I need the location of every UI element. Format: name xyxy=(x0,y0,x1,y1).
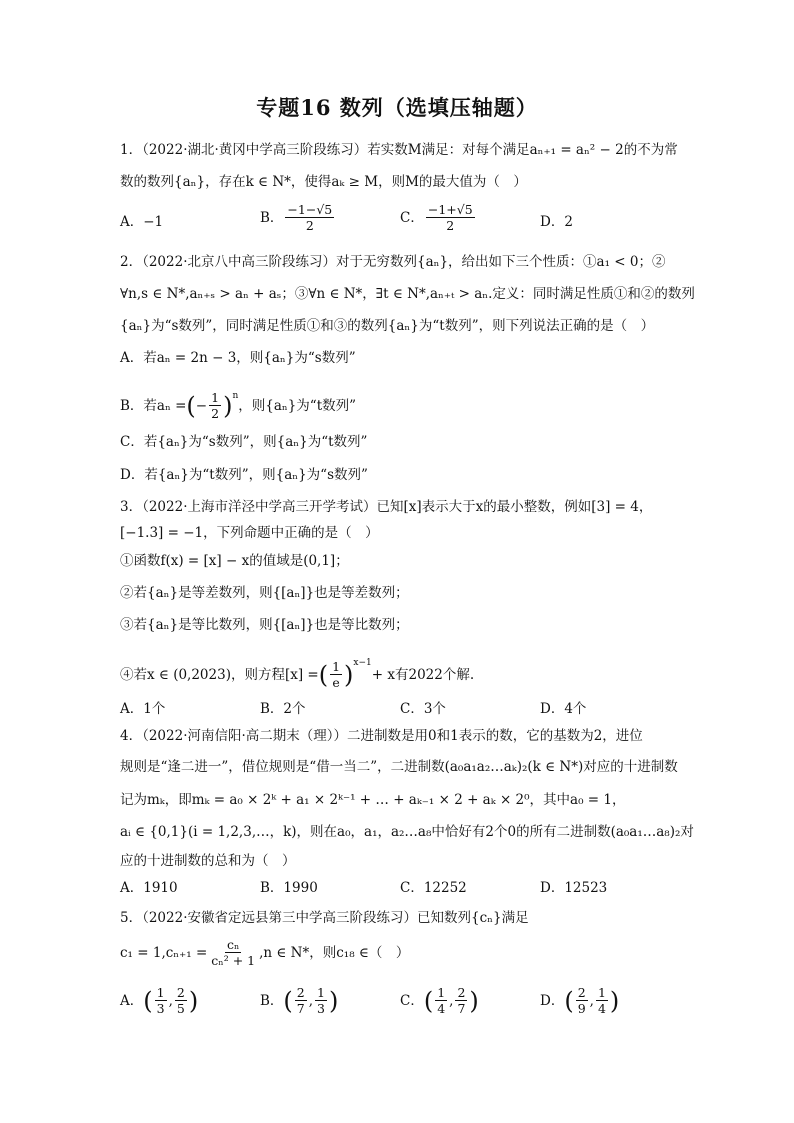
q5-line1: 5．（2022·安徽省定远县第三中学高三阶段练习）已知数列{cₙ}满足 xyxy=(120,910,529,926)
half-fraction xyxy=(209,390,221,421)
q2-option-b-suffix: ，则{aₙ}为“t数列” xyxy=(238,397,357,414)
minus-sign: − xyxy=(195,397,208,414)
q1-line2: 数的数列{aₙ}，存在k ∈ N*，使得aₖ ≥ M，则M的最大值为（ ） xyxy=(120,174,527,190)
denominator: 4 xyxy=(597,1001,606,1016)
q2-option-b[interactable] xyxy=(120,381,690,423)
q2-option-a[interactable]: A．若aₙ = 2n − 3，则{aₙ}为“s数列” xyxy=(120,350,356,366)
q1-option-b[interactable] xyxy=(260,202,336,233)
denominator: 3 xyxy=(317,1001,325,1016)
left-paren: ( xyxy=(318,660,329,689)
numerator: 1 xyxy=(332,659,341,674)
q4-option-c[interactable]: C．12252 xyxy=(400,880,467,896)
q1-option-c-fraction xyxy=(426,202,475,233)
right-paren: ) xyxy=(188,986,199,1015)
q4-line5: 应的十进制数的总和为（ ） xyxy=(120,853,296,869)
denominator: 7 xyxy=(457,1001,466,1016)
q4-line3: 记为mₖ，即mₖ = a₀ × 2ᵏ + a₁ × 2ᵏ⁻¹ + … + aₖ₋₁ × 2 + aₖ × 2⁰，其中a₀ = 1， xyxy=(120,792,626,808)
q3-option-b[interactable]: B．2个 xyxy=(260,701,306,717)
denominator: 7 xyxy=(296,1001,305,1016)
fraction xyxy=(455,985,467,1016)
fraction xyxy=(175,985,187,1016)
q4-line2: 规则是“逢二进一”，借位规则是“借一当二”，二进制数(a₀a₁a₂…aₖ)₂(k ∈ N*)对应的十进制数 xyxy=(120,759,678,775)
right-paren: ) xyxy=(344,660,354,689)
q5-line2-suffix: ,n ∈ N*，则c₁₈ ∈（ ） xyxy=(259,944,410,961)
q2-line3: {aₙ}为“s数列”，同时满足性质①和③的数列{aₙ}为“t数列”，则下列说法正确的是（ ） xyxy=(120,318,655,334)
q4-option-d[interactable]: D．12523 xyxy=(540,880,608,896)
q5-line2-prefix: c₁ = 1,cₙ₊₁ = xyxy=(120,944,208,961)
left-paren: ( xyxy=(564,986,574,1015)
right-paren: ) xyxy=(469,986,479,1015)
denominator: e xyxy=(332,675,340,690)
fraction xyxy=(155,985,167,1016)
comma: , xyxy=(168,992,173,1009)
q3-option-a[interactable]: A．1个 xyxy=(120,701,166,717)
right-paren: ) xyxy=(609,986,620,1015)
q1-option-c[interactable] xyxy=(400,202,477,233)
q3-option-c[interactable]: C．3个 xyxy=(400,701,446,717)
q2-option-b-content xyxy=(120,390,356,421)
left-paren: ( xyxy=(423,986,434,1015)
inverse-e-fraction xyxy=(330,659,342,690)
exponent-n: n xyxy=(232,390,239,401)
numerator: 1 xyxy=(437,985,446,1000)
q5-option-d-label: D． xyxy=(540,992,565,1009)
exponent-x-minus-1: x−1 xyxy=(353,657,372,668)
q4-option-a[interactable]: A．1910 xyxy=(120,880,178,896)
right-paren: ) xyxy=(329,986,339,1015)
denominator: 2 xyxy=(446,218,455,233)
q5-line2-content xyxy=(120,937,409,968)
q5-option-d[interactable] xyxy=(540,985,619,1016)
q1-option-b-fraction xyxy=(285,202,334,233)
q3-statement-4-prefix: ④若x ∈ (0,2023)，则方程[x] = xyxy=(120,666,319,683)
comma: , xyxy=(449,992,454,1009)
q4-line1: 4．（2022·河南信阳·高二期末（理））二进制数是用0和1表示的数，它的基数为2，进位 xyxy=(120,728,643,744)
numerator: 2 xyxy=(296,985,305,1000)
q2-option-c[interactable]: C．若{aₙ}为“s数列”，则{aₙ}为“t数列” xyxy=(120,434,368,450)
q2-option-b-prefix: B．若aₙ = xyxy=(120,397,187,414)
q5-option-b[interactable] xyxy=(260,985,338,1016)
q3-line2: [−1.3] = −1，下列命题中正确的是（ ） xyxy=(120,525,379,541)
q3-statement-2: ②若{aₙ}是等差数列，则{[aₙ]}也是等差数列； xyxy=(120,585,409,601)
comma: , xyxy=(589,992,594,1009)
q3-options xyxy=(120,699,690,719)
q1-options xyxy=(120,202,690,242)
left-paren: ( xyxy=(283,986,293,1015)
numerator: −1−√5 xyxy=(287,202,333,217)
q4-option-b[interactable]: B．1990 xyxy=(260,880,318,896)
q5-line2 xyxy=(120,935,690,975)
right-paren: ) xyxy=(223,391,233,420)
q3-statement-4-suffix: + x有2022个解. xyxy=(371,666,475,683)
denominator: 9 xyxy=(577,1001,586,1016)
q3-statement-4 xyxy=(120,647,690,691)
numerator: 1 xyxy=(597,985,606,1000)
page-title: 专题16 数列（选填压轴题） xyxy=(256,95,538,120)
left-paren: ( xyxy=(186,391,196,420)
q5-option-b-label: B． xyxy=(260,992,284,1009)
q1-option-b-label: B． xyxy=(260,209,284,226)
q1-option-a[interactable]: A．−1 xyxy=(120,214,164,230)
q5-option-c[interactable] xyxy=(400,985,479,1016)
numerator: 1 xyxy=(156,985,165,1000)
q5-options xyxy=(120,985,690,1029)
denominator: 3 xyxy=(156,1001,165,1016)
q3-line1: 3．（2022·上海市洋泾中学高三开学考试）已知[x]表示大于x的最小整数，例如[3] = 4， xyxy=(120,499,653,515)
numerator: 2 xyxy=(577,985,586,1000)
q3-statement-4-content xyxy=(120,659,474,690)
denominator: 4 xyxy=(437,1001,446,1016)
fraction xyxy=(315,985,327,1016)
q1-line1: 1．（2022·湖北·黄冈中学高三阶段练习）若实数M满足：对每个满足aₙ₊₁ = aₙ² − 2的不为常 xyxy=(120,142,678,158)
numerator: 2 xyxy=(176,985,185,1000)
q4-options xyxy=(120,878,690,898)
q5-option-a[interactable] xyxy=(120,985,198,1016)
denominator: cₙ² + 1 xyxy=(211,953,256,968)
denominator: 5 xyxy=(176,1001,185,1016)
denominator: 2 xyxy=(305,218,314,233)
left-paren: ( xyxy=(143,986,153,1015)
fraction xyxy=(295,985,307,1016)
q5-option-c-label: C． xyxy=(400,992,424,1009)
numerator: cₙ xyxy=(226,937,240,952)
numerator: −1+√5 xyxy=(427,202,473,217)
recurrence-fraction xyxy=(209,937,257,968)
q3-option-d[interactable]: D．4个 xyxy=(540,701,587,717)
q2-line1: 2．（2022·北京八中高三阶段练习）对于无穷数列{aₙ}，给出如下三个性质：①a₁ < 0；② xyxy=(120,254,666,270)
comma: , xyxy=(308,992,314,1009)
fraction xyxy=(576,985,588,1016)
fraction xyxy=(596,985,608,1016)
q2-option-d[interactable]: D．若{aₙ}为“t数列”，则{aₙ}为“s数列” xyxy=(120,467,368,483)
numerator: 1 xyxy=(211,390,220,405)
q3-statement-3: ③若{aₙ}是等比数列，则{[aₙ]}也是等比数列； xyxy=(120,617,409,633)
q2-line2: ∀n,s ∈ N*,aₙ₊ₛ > aₙ + aₛ；③∀n ∈ N*，∃t ∈ N*,aₙ₊ₜ > aₙ.定义：同时满足性质①和②的数列 xyxy=(120,286,695,302)
fraction xyxy=(435,985,447,1016)
numerator: 2 xyxy=(457,985,466,1000)
denominator: 2 xyxy=(211,406,220,421)
q1-option-c-label: C． xyxy=(400,209,424,226)
q1-option-d[interactable]: D．2 xyxy=(540,214,573,230)
q4-line4: aᵢ ∈ {0,1}(i = 1,2,3,…，k)，则在a₀，a₁，a₂…a₈中恰好有2个0的所有二进制数(a₀a₁…a₈)₂对 xyxy=(120,824,694,840)
q5-option-a-label: A． xyxy=(120,992,144,1009)
q3-statement-1: ①函数f(x) = [x] − x的值域是(0,1]； xyxy=(120,553,349,569)
numerator: 1 xyxy=(317,985,325,1000)
